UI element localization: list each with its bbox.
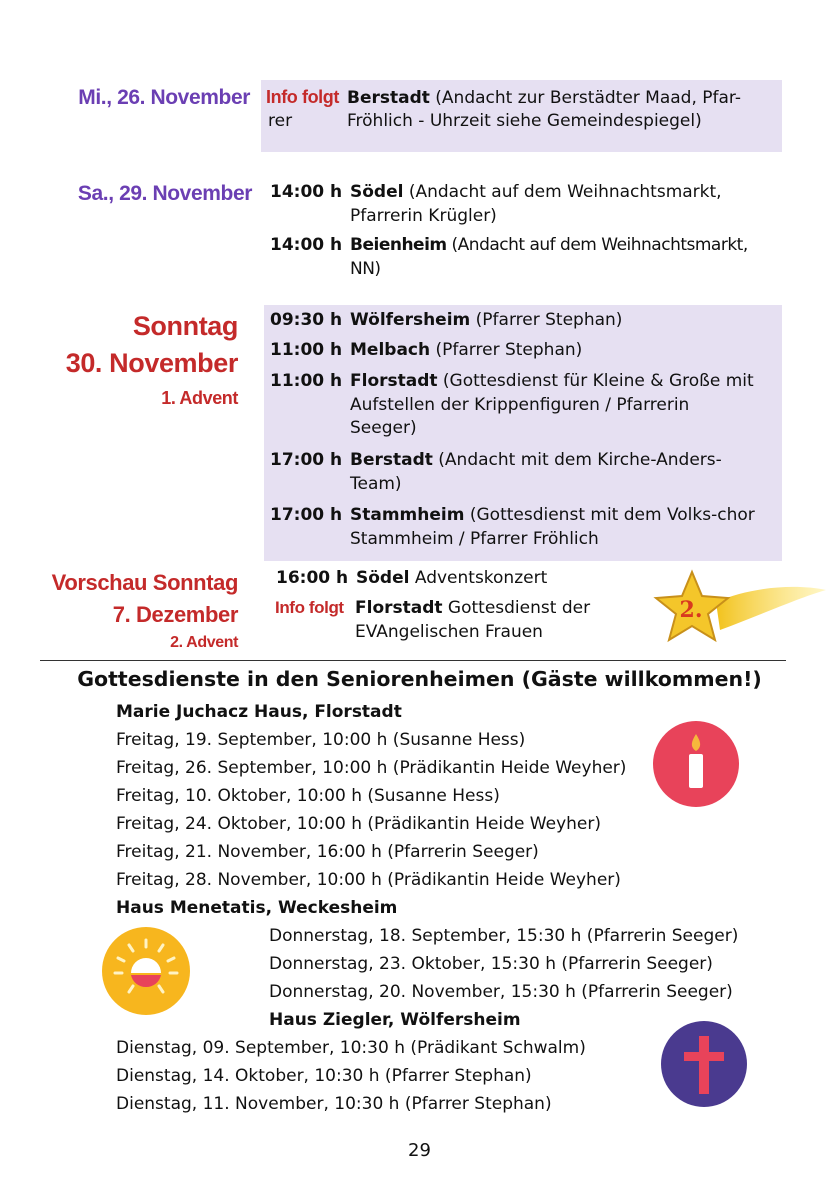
list-item: Freitag, 21. November, 16:00 h (Pfarrerin Seeger) — [116, 842, 539, 862]
event-desc — [350, 339, 760, 363]
event-place: Södel — [350, 182, 404, 202]
event-place: Wölfersheim — [350, 310, 471, 330]
event-time: 11:00 h — [270, 371, 343, 391]
list-item: Donnerstag, 18. September, 15:30 h (Pfarrerin Seeger) — [269, 926, 739, 946]
event-text: (Andacht auf dem Weihnachtsmarkt, NN) — [350, 235, 748, 279]
list-item: Donnerstag, 23. Oktober, 15:30 h (Pfarrerin Seeger) — [269, 954, 713, 974]
event-place: Berstadt — [350, 450, 433, 470]
event-nov29-1 — [270, 181, 770, 229]
event-desc — [350, 370, 760, 441]
sun-icon — [101, 926, 191, 1016]
day-dec7: Vorschau Sonntag — [51, 570, 238, 595]
event-desc — [350, 234, 760, 281]
event-time: 16:00 h — [276, 568, 349, 588]
desc-nov26-rer: rer — [268, 111, 293, 131]
date-nov30: 30. November — [65, 348, 238, 378]
event-time: 11:00 h — [270, 340, 343, 360]
event-nov30-4 — [270, 449, 770, 497]
day-nov30: Sonntag — [132, 311, 238, 341]
list-item: Freitag, 19. September, 10:00 h (Susanne Hess) — [116, 730, 526, 750]
list-item: Freitag, 28. November, 10:00 h (Prädikantin Heide Weyher) — [116, 870, 621, 890]
list-item: Dienstag, 11. November, 10:30 h (Pfarrer Stephan) — [116, 1094, 552, 1114]
event-nov30-5 — [270, 504, 770, 552]
event-nov30-1 — [270, 309, 770, 333]
event-place: Beienheim — [350, 235, 447, 255]
star-label: 2. — [679, 597, 703, 623]
list-item: Donnerstag, 20. November, 15:30 h (Pfarrerin Seeger) — [269, 982, 733, 1002]
event-nov30-2 — [270, 339, 770, 363]
event-time: 14:00 h — [270, 235, 343, 255]
event-text: (Andacht mit dem Kirche-Anders-Team) — [350, 450, 722, 494]
event-time: 17:00 h — [270, 505, 343, 525]
home-name: Haus Ziegler, Wölfersheim — [269, 1010, 521, 1030]
event-time: 09:30 h — [270, 310, 343, 330]
desc-nov26-text: (Andacht zur Berstädter Maad, Pfar- — [429, 88, 741, 108]
event-text: Adventskonzert — [409, 568, 548, 588]
event-text: (Pfarrer Stephan) — [430, 340, 583, 360]
event-desc — [355, 597, 645, 644]
sub-dec7: 2. Advent — [170, 634, 238, 651]
list-item: Freitag, 10. Oktober, 10:00 h (Susanne Hess) — [116, 786, 500, 806]
senior-home-3 — [116, 1034, 586, 1118]
place-nov26: Berstadt — [347, 88, 430, 108]
desc-nov26 — [347, 87, 741, 110]
list-item: Freitag, 24. Oktober, 10:00 h (Prädikantin Heide Weyher) — [116, 814, 601, 834]
event-desc — [356, 567, 646, 591]
date-dec7: 7. Dezember — [112, 602, 238, 627]
event-text: (Gottesdienst mit dem Volks-chor Stammheim / Pfarrer Fröhlich — [350, 505, 755, 549]
sub-nov30: 1. Advent — [161, 388, 238, 408]
date-nov26: Mi., 26. November — [78, 86, 250, 109]
event-place: Södel — [356, 568, 410, 588]
home-name-2: Haus Menetatis, Weckesheim — [116, 898, 398, 918]
home-name: Marie Juchacz Haus, Florstadt — [116, 702, 402, 722]
event-time: 14:00 h — [270, 182, 343, 202]
event-desc — [350, 181, 760, 228]
candle-icon — [652, 720, 740, 808]
event-time: 17:00 h — [270, 450, 343, 470]
event-text: Gottesdienst der EVAngelischen Frauen — [355, 598, 591, 642]
divider — [40, 660, 786, 661]
event-text: (Pfarrer Stephan) — [470, 310, 623, 330]
seniors-title: Gottesdienste in den Seniorenheimen (Gäste willkommen!) — [77, 667, 762, 691]
event-desc — [350, 309, 760, 333]
event-place: Florstadt — [355, 598, 443, 618]
event-desc — [350, 504, 760, 551]
list-item: Dienstag, 09. September, 10:30 h (Prädikant Schwalm) — [116, 1038, 586, 1058]
event-text: (Andacht auf dem Weihnachtsmarkt, Pfarrerin Krügler) — [350, 182, 722, 226]
senior-home-2 — [269, 922, 738, 1034]
list-item: Dienstag, 14. Oktober, 10:30 h (Pfarrer Stephan) — [116, 1066, 532, 1086]
event-dec7-1 — [276, 567, 646, 591]
cross-icon — [660, 1020, 748, 1108]
list-item: Freitag, 26. September, 10:00 h (Prädikantin Heide Weyher) — [116, 758, 627, 778]
page-number: 29 — [408, 1140, 431, 1161]
event-dec7-2 — [355, 597, 645, 645]
event-nov30-3 — [270, 370, 770, 442]
time-dec7-2: Info folgt — [275, 598, 344, 617]
event-desc — [350, 449, 760, 496]
time-nov26: Info folgt — [266, 87, 339, 107]
event-place: Stammheim — [350, 505, 465, 525]
date-nov29: Sa., 29. November — [77, 182, 252, 205]
senior-home-1 — [116, 698, 626, 894]
desc-nov26-line2: Fröhlich - Uhrzeit siehe Gemeindespiegel) — [347, 111, 702, 131]
event-place: Florstadt — [350, 371, 438, 391]
star-icon — [648, 566, 828, 656]
event-place: Melbach — [350, 340, 431, 360]
event-nov29-2 — [270, 234, 770, 282]
event-text: (Gottesdienst für Kleine & Große mit Aufstellen der Krippenfiguren / Pfarrerin Seeger) — [350, 371, 754, 438]
